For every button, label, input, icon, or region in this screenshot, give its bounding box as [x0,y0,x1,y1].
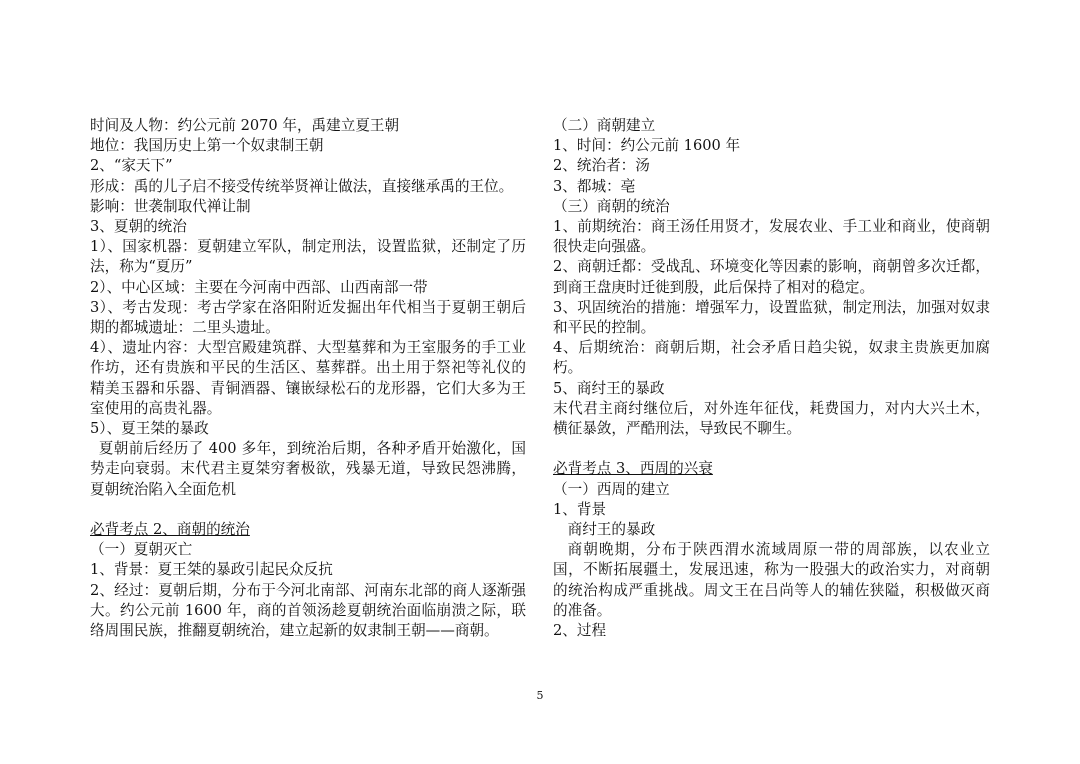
text-line: 5）、夏王桀的暴政 [90,420,209,438]
paragraph: 2、经过：夏朝后期，分布于今河北南部、河南东北部的商人逐渐强大。约公元前 1600 年，商的首领汤趁夏朝统治面临崩溃之际，联络周围民族，推翻夏朝统治，建立起新的奴隶制王朝——商朝。 [90,581,526,640]
text-line: 商纣王的暴政 [567,521,656,539]
text-line: 1、背景：夏王桀的暴政引起民众反抗 [90,561,333,579]
text-line: 2、“家天下” [90,157,173,175]
paragraph: 2、商朝迁都：受战乱、环境变化等因素的影响，商朝曾多次迁都，到商王盘庚时迁徙到殷，此后保持了相对的稳定。 [553,258,990,296]
text-line: 3、夏朝的统治 [90,218,187,236]
text-line: 1、时间：约公元前 1600 年 [553,137,741,155]
text-line: 1、背景 [553,500,607,518]
paragraph: 商朝晚期，分布于陕西渭水流域周原一带的周部族，以农业立国，不断拓展疆土，发展迅速，称为一股强大的政治实力，对商朝的统治构成严重挑战。周文王在吕尚等人的辅佐狭隘，积极做灭商的准备。 [553,541,990,619]
section-heading: 必背考点 2、商朝的统治 [90,521,250,539]
paragraph: 3、巩固统治的措施：增强军力，设置监狱，制定刑法，加强对奴隶和平民的控制。 [553,298,990,337]
text-line: 2、过程 [553,622,607,640]
text-line: 时间及人物：约公元前 2070 年，禹建立夏王朝 [90,117,400,134]
paragraph: 夏朝前后经历了 400 多年，到统治后期，各种矛盾开始激化，国势走向衰弱。末代君主夏桀穷奢极欲，残暴无道，导致民怨沸腾，夏朝统治陷入全面危机 [90,440,526,498]
text-line: 地位：我国历史上第一个奴隶制王朝 [90,137,324,155]
text-line: 影响：世袭制取代禅让制 [90,197,251,215]
paragraph: 4）、遗址内容：大型宫殿建筑群、大型墓葬和为王室服务的手工业作坊，还有贵族和平民的生活区、墓葬群。出土用于祭祀等礼仪的精美玉器和乐器、青铜酒器、镶嵌绿松石的龙形器，它们大多为王室使用的高贵礼器。 [90,339,526,417]
blank-line [90,500,526,520]
paragraph: 末代君主商纣继位后，对外连年征伐，耗费国力，对内大兴土木，横征暴敛，严酷刑法，导致民不聊生。 [553,399,990,438]
subsection-heading: （一）西周的建立 [553,480,670,498]
subsection-heading: （二）商朝建立 [553,117,656,134]
text-line: 5、商纣王的暴政 [553,379,665,397]
paragraph: 1）、国家机器：夏朝建立军队，制定刑法，设置监狱，还制定了历法，称为“夏历” [90,238,526,276]
left-column [90,116,526,641]
blank-line [553,439,990,459]
subsection-heading: （一）夏朝灭亡 [90,541,193,559]
page-number: 5 [536,689,544,702]
right-column [553,116,990,641]
text-line: 2）、中心区域：主要在今河南中西部、山西南部一带 [90,278,428,296]
section-heading: 必背考点 3、西周的兴衰 [553,460,713,478]
paragraph: 4、后期统治：商朝后期，社会矛盾日趋尖锐，奴隶主贵族更加腐朽。 [553,339,990,377]
text-line: 2、统治者：汤 [553,157,650,175]
text-line: 形成：禹的儿子启不接受传统举贤禅让做法，直接继承禹的王位。 [90,177,514,195]
paragraph: 3）、考古发现：考古学家在洛阳附近发掘出年代相当于夏朝王朝后期的都城遗址：二里头遗址。 [90,298,526,337]
text-line: 3、都城：亳 [553,177,636,195]
paragraph: 1、前期统治：商王汤任用贤才，发展农业、手工业和商业，使商朝很快走向强盛。 [553,218,990,256]
subsection-heading: （三）商朝的统治 [553,197,670,215]
